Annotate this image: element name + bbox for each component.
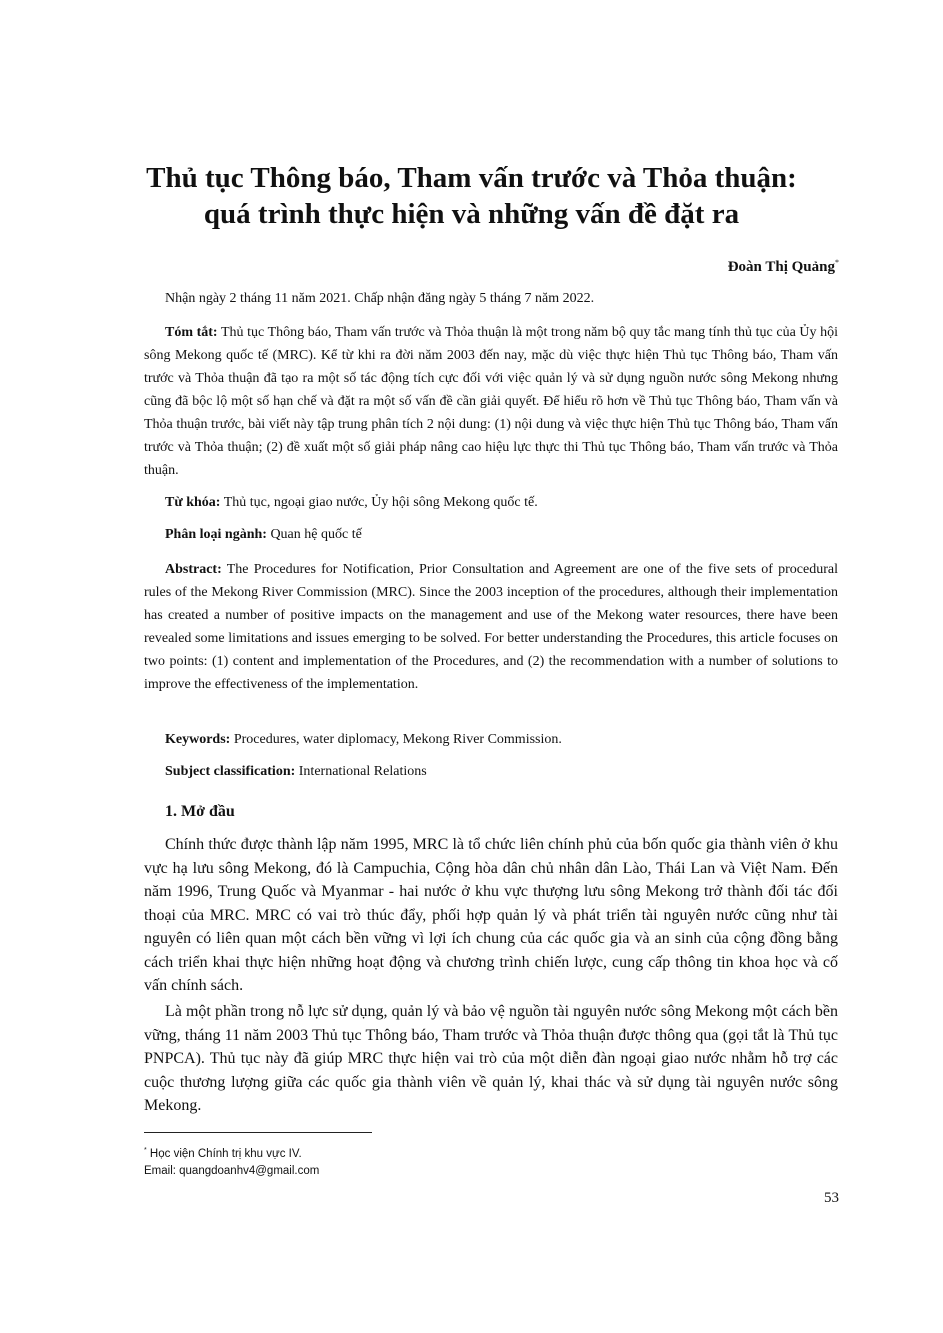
page-number: 53 [824,1190,839,1206]
abstract-en-text: The Procedures for Notification, Prior Consultation and Agreement are one of the five sets of procedural rules of the Mekong River Commission (MRC). Since the 2003 inception of the procedures, although their implementation has created a number of positive impacts on the management and use of the Mekong water resources, there have been revealed some limitations and issues emerging to be solved. For better understanding the Procedures, this article focuses on two points: (1) content and implementation of the Procedures, and (2) the recommendation with a number of solutions to improve the effectiveness of the implementation. [144,562,838,692]
abstract-en-label: Abstract: [165,562,222,577]
body-paragraph: Chính thức được thành lập năm 1995, MRC là tổ chức liên chính phủ của bốn quốc gia thành viên ở khu vực hạ lưu sông Mekong, đó là Campuchia, Cộng hòa dân chủ nhân dân Lào, Thái Lan và Việt Nam. Đến năm 1996, Trung Quốc và Myanmar - hai nước ở khu vực thượng lưu sông Mekong trở thành đối tác đối thoại của MRC. MRC có vai trò thúc đẩy, phối hợp quản lý và phát triển tài nguyên nước cũng như tài nguyên có liên quan một cách bền vững vì lợi ích chung của các quốc gia và an sinh của cộng đồng bằng cách triển khai thực hiện những hoạt động và chương trình chiến lược, cung cấp thông tin khoa học và cố vấn chính sách. [144,836,838,994]
received-date: Nhận ngày 2 tháng 11 năm 2021. Chấp nhận đăng ngày 5 tháng 7 năm 2022. [165,291,595,306]
summary-vi-text: Thủ tục Thông báo, Tham vấn trước và Thỏa thuận là một trong năm bộ quy tắc mang tính thủ tục của Ủy hội sông Mekong quốc tế (MRC). Kể từ khi ra đời năm 2003 đến nay, mặc dù việc thực hiện Thủ tục Thông báo, Tham vấn trước và Thỏa thuận đã tạo ra một số tác động tích cực đối với việc quản lý và sử dụng nguồn nước sông Mekong nhưng cũng đã bộc lộ một số hạn chế và đặt ra một số vấn đề cần giải quyết. Để hiểu rõ hơn về Thủ tục Thông báo, Tham vấn và Thỏa thuận trước, bài viết này tập trung phân tích 2 nội dung: (1) nội dung và việc thực hiện Thủ tục Thông báo, Tham vấn trước và Thỏa thuận; (2) đề xuất một số giải pháp nâng cao hiệu lực thực thi Thủ tục Thông báo, Tham vấn trước và Thỏa thuận. [144,325,838,478]
paper-title [100,160,843,232]
author-footnote-marker: * [835,258,839,267]
keywords-en-label: Keywords: [165,732,231,747]
summary-vi [144,321,838,482]
abstract-en [144,558,838,696]
title-line-2: quá trình thực hiện và những vấn đề đặt ra [203,198,740,230]
body-paragraph: Là một phần trong nỗ lực sử dụng, quản lý và bảo vệ nguồn tài nguyên nước sông Mekong một cách bền vững, tháng 11 năm 2003 Thủ tục Thông báo, Tham trước và Thỏa thuận được thông qua (gọi tắt là Thủ tục PNPCA). Thủ tục này đã giúp MRC thực hiện vai trò của một diễn đàn ngoại giao nước nhằm hỗ trợ các cuộc thương lượng giữa các quốc gia thành viên về quản lý, khai thác và sử dụng tài nguyên nước sông Mekong. [144,1003,838,1114]
subject-en [165,764,427,780]
footnote-affiliation-text: Học viện Chính trị khu vực IV. [146,1147,302,1160]
footnote-marker: * [144,1147,147,1154]
field-vi-label: Phân loại ngành: [165,527,267,542]
summary-vi-label: Tóm tắt: [165,325,218,340]
author-line [728,258,839,276]
keywords-vi-text: Thủ tục, ngoại giao nước, Ủy hội sông Mekong quốc tế. [220,495,538,510]
subject-en-text: International Relations [295,764,427,779]
keywords-vi [165,495,538,511]
keywords-en-text: Procedures, water diplomacy, Mekong River Commission. [230,732,562,747]
keywords-vi-label: Từ khóa: [165,495,221,510]
footnote-affiliation [144,1142,319,1163]
subject-en-label: Subject classification: [165,764,296,779]
field-vi [165,527,362,543]
footnote [144,1142,319,1180]
footnote-divider [144,1132,372,1133]
field-vi-text: Quan hệ quốc tế [266,527,362,542]
title-line-1: Thủ tục Thông báo, Tham vấn trước và Thỏa thuận: [146,162,797,194]
author-name: Đoàn Thị Quảng [727,259,835,275]
section-heading: 1. Mở đầu [165,803,235,820]
footnote-email: Email: quangdoanhv4@gmail.com [144,1164,320,1177]
keywords-en [165,732,562,748]
